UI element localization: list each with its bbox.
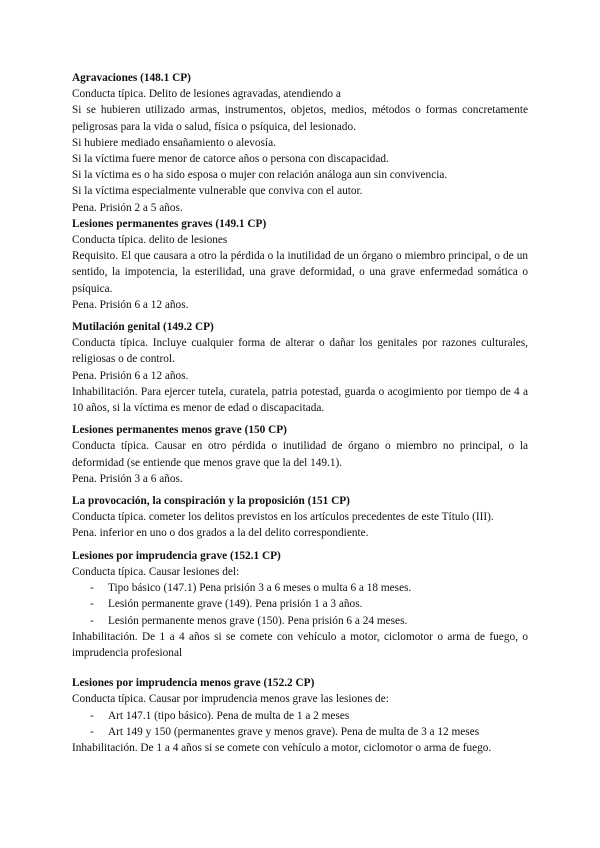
section-heading: Lesiones por imprudencia grave (152.1 CP) xyxy=(72,549,281,562)
list-item-text: Lesión permanente menos grave (150). Pena prisión 6 a 24 meses. xyxy=(108,614,408,627)
bullet-marker: - xyxy=(90,582,94,595)
paragraph-line: Si la víctima especialmente vulnerable que conviva con el autor. xyxy=(72,185,363,198)
section-agravaciones xyxy=(72,70,528,216)
bullet-list xyxy=(72,708,528,740)
paragraph-line: Conducta típica. Causar lesiones del: xyxy=(72,565,240,578)
list-item-text: Art 147.1 (tipo básico). Pena de multa de 1 a 2 meses xyxy=(108,709,350,722)
section-mutilacion-genital xyxy=(72,319,528,416)
bullet-marker: - xyxy=(90,725,94,738)
list-item xyxy=(72,708,528,724)
list-item xyxy=(72,596,528,612)
bullet-marker: - xyxy=(90,709,94,722)
paragraph-line: Conducta típica. Delito de lesiones agravadas, atendiendo a xyxy=(72,88,341,101)
section-heading: La provocación, la conspiración y la proposición (151 CP) xyxy=(72,495,350,508)
section-imprudencia-menos-grave xyxy=(72,675,528,756)
paragraph-line: Pena. Prisión 2 a 5 años. xyxy=(72,201,183,214)
section-heading: Agravaciones (148.1 CP) xyxy=(72,72,191,84)
paragraph-line: Si la víctima fuere menor de catorce años o persona con discapacidad. xyxy=(72,153,389,166)
list-item xyxy=(72,580,528,596)
bullet-marker: - xyxy=(90,598,94,611)
paragraph-line: Inhabilitación. Para ejercer tutela, curatela, patria potestad, guarda o acogimiento por tiempo de 4 a 10 años, si la víctima es menor de edad o discapacitada. xyxy=(72,385,528,415)
section-imprudencia-grave xyxy=(72,548,528,661)
list-item xyxy=(72,613,528,629)
section-lesiones-permanentes-menos-grave xyxy=(72,422,528,487)
paragraph-line: Conducta típica. Causar por imprudencia menos grave las lesiones de: xyxy=(72,693,389,706)
section-heading: Lesiones permanentes graves (149.1 CP) xyxy=(72,217,267,230)
list-item-text: Tipo básico (147.1) Pena prisión 3 a 6 meses o multa 6 a 18 meses. xyxy=(108,582,412,595)
section-heading: Mutilación genital (149.2 CP) xyxy=(72,321,214,334)
paragraph-line: Inhabilitación. De 1 a 4 años si se comete con vehículo a motor, ciclomotor o arma de fuego, o imprudencia profesional xyxy=(72,630,528,659)
paragraph-line: Pena. Prisión 6 a 12 años. xyxy=(72,369,189,382)
section-provocacion-conspiracion xyxy=(72,493,528,542)
paragraph-line: Pena. Prisión 6 a 12 años. xyxy=(72,298,189,311)
paragraph-line: Pena. Prisión 3 a 6 años. xyxy=(72,472,183,485)
paragraph-line: Pena. inferior en uno o dos grados a la del delito correspondiente. xyxy=(72,527,369,540)
paragraph-line: Conducta típica. Causar en otro pérdida o inutilidad de órgano o miembro no principal, o la deformidad (se entiende que menos grave que la del 149.1). xyxy=(72,440,528,469)
list-item-text: Art 149 y 150 (permanentes grave y menos grave). Pena de multa de 3 a 12 meses xyxy=(108,725,480,738)
paragraph-line: Si la víctima es o ha sido esposa o mujer con relación análoga aun sin convivencia. xyxy=(72,169,448,182)
paragraph-line: Inhabilitación. De 1 a 4 años si se comete con vehículo a motor, ciclomotor o arma de fuego. xyxy=(72,741,492,754)
paragraph-line: Conducta típica. delito de lesiones xyxy=(72,234,228,247)
section-heading: Lesiones por imprudencia menos grave (152.2 CP) xyxy=(72,677,315,690)
paragraph-line: Conducta típica. cometer los delitos previstos en los artículos precedentes de este Título (III). xyxy=(72,511,494,524)
paragraph-line: Si hubiere mediado ensañamiento o alevosía. xyxy=(72,136,276,149)
list-item xyxy=(72,724,528,740)
paragraph-line: Si se hubieren utilizado armas, instrumentos, objetos, medios, métodos o formas concretamente peligrosas para la vida o salud, física o psíquica, del lesionado. xyxy=(72,104,528,133)
section-heading: Lesiones permanentes menos grave (150 CP) xyxy=(72,424,287,437)
bullet-marker: - xyxy=(90,614,94,627)
paragraph-line: Requisito. El que causara a otro la pérdida o la inutilidad de un órgano o miembro principal, o de un sentido, la impotencia, la esterilidad, una grave deformidad, o una grave enfermedad somática o psíquica. xyxy=(72,250,528,295)
document-page xyxy=(72,70,528,756)
list-item-text: Lesión permanente grave (149). Pena prisión 1 a 3 años. xyxy=(108,598,363,611)
paragraph-line: Conducta típica. Incluye cualquier forma de alterar o dañar los genitales por razones culturales, religiosas o de control. xyxy=(72,337,528,366)
bullet-list xyxy=(72,580,528,629)
section-lesiones-permanentes-graves xyxy=(72,216,528,313)
